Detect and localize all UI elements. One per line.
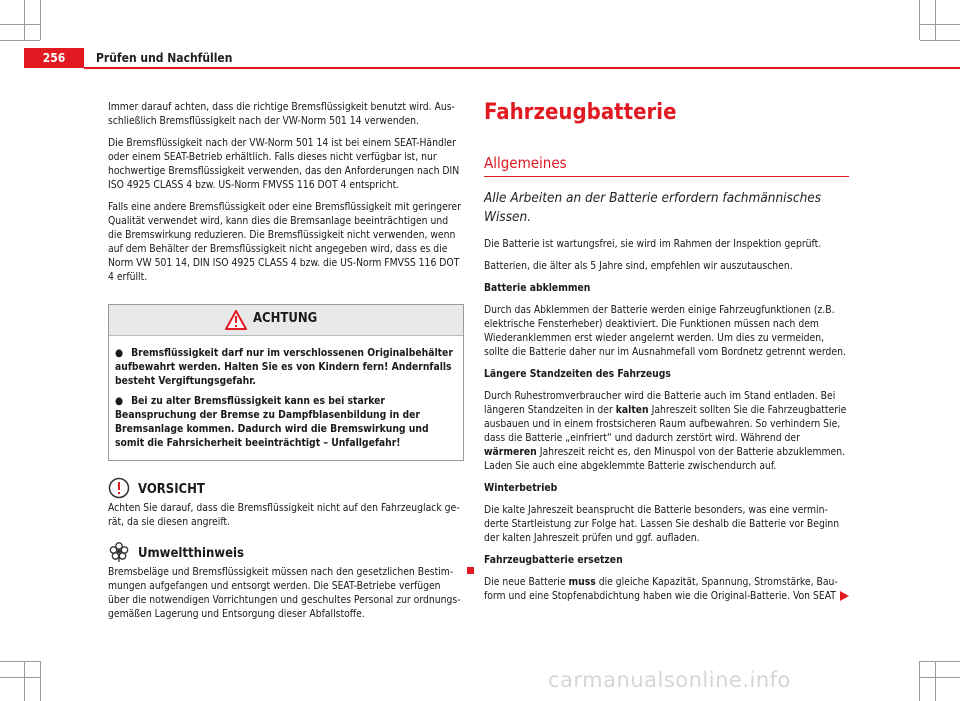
subsection-title: Allgemeines xyxy=(484,154,567,172)
warning-title: ACHTUNG xyxy=(253,311,318,326)
crop-mark xyxy=(0,40,40,41)
subsection-rule xyxy=(484,176,849,177)
warning-item xyxy=(115,346,457,388)
subheading: Winterbetrieb xyxy=(484,482,558,494)
crop-mark xyxy=(40,0,41,40)
paragraph: Falls eine andere Bremsflüssigkeit oder eine Bremsflüssigkeit mit geringerer Qualität verwendet wird, kann dies die Bremsanlage beeinträchtigen und die Bremswirkung reduzieren. Die Bremsflüssigkeit nicht verwenden, wenn auf dem Behälter der Bremsflüssigkeit nicht angegeben wird, dass es die Norm VW 501 14, DIN ISO 4925 CLASS 4 bzw. die US-Norm FMVSS 116 DOT 4 erfüllt. xyxy=(108,201,461,283)
paragraph: Die Bremsflüssigkeit nach der VW-Norm 501 14 ist bei einem SEAT-Händler oder einem SEAT-Betrieb erhältlich. Falls dieses nicht verfügbar ist, nur hochwertige Bremsflüssigkeit verwenden, das den Anforderungen nach DIN ISO 4925 CLASS 4 bzw. US-Norm FMVSS 116 DOT 4 entspricht. xyxy=(108,137,460,191)
environment-text: Bremsbeläge und Bremsflüssigkeit müssen nach den gesetzlichen Bestimmungen aufgefangen und entsorgt werden. Die SEAT-Betriebe verfügen über die notwendigen Vorrichtungen und geschultes Personal zur ordnungsgemäßen Lagerung und Entsorgung dieser Abfallstoffe. xyxy=(108,566,461,620)
lead-text: Alle Arbeiten an der Batterie erfordern fachmännisches Wissen. xyxy=(484,190,822,225)
caution-title: VORSICHT xyxy=(138,482,205,497)
subheading: Längere Standzeiten des Fahrzeugs xyxy=(484,368,671,380)
bold-run: kalten xyxy=(615,404,649,416)
paragraph: Batterien, die älter als 5 Jahre sind, empfehlen wir auszutauschen. xyxy=(484,260,793,272)
text-run: Jahreszeit sollten Sie die Fahrzeugbatterie ausbauen und in einem frostsicheren Raum aufbewahren. So verhindern Sie, dass die Batterie „einfriert“ und dadurch zerstört wird. Während der xyxy=(484,404,847,444)
crop-mark xyxy=(24,0,25,40)
crop-mark xyxy=(919,661,920,701)
bold-run: wärmeren xyxy=(484,446,537,458)
paragraph: Durch das Abklemmen der Batterie werden einige Fahrzeugfunktionen (z.B. elektrische Fensterheber) deaktiviert. Die Funktionen müssen nach dem Wiederanklemmen erst wieder angelernt werden. Um dies zu vermeiden, sollte die Batterie daher nur im Ausnahmefall vom Bordnetz getrennt werden. xyxy=(484,304,846,358)
crop-mark xyxy=(935,661,936,701)
warning-box xyxy=(108,304,464,461)
page-header-title: Prüfen und Nachfüllen xyxy=(96,51,233,65)
crop-mark xyxy=(0,677,40,678)
subheading: Batterie abklemmen xyxy=(484,282,591,294)
bullet: ● xyxy=(115,347,124,359)
crop-mark xyxy=(919,0,920,40)
paragraph xyxy=(484,389,849,473)
continue-arrow-icon xyxy=(840,591,849,601)
header-rule xyxy=(84,67,960,69)
crop-mark xyxy=(920,40,960,41)
paragraph: Immer darauf achten, dass die richtige Bremsflüssigkeit benutzt wird. Ausschließlich Bremsflüssigkeit nach der VW-Norm 501 14 verwenden. xyxy=(108,101,455,127)
crop-mark xyxy=(24,661,25,701)
warning-item-text: Bei zu alter Bremsflüssigkeit kann es bei starker Beanspruchung der Bremse zu Dampfblasenbildung in der Bremsanlage kommen. Dadurch wird die Bremswirkung und somit die Fahrsicherheit beeinträchtigt – Unfallgefahr! xyxy=(115,395,429,449)
warning-triangle-icon xyxy=(225,310,247,330)
section-title: Fahrzeugbatterie xyxy=(484,100,677,125)
paragraph: Die Batterie ist wartungsfrei, sie wird im Rahmen der Inspektion geprüft. xyxy=(484,238,822,250)
page-number: 256 xyxy=(24,48,84,68)
section-end-mark xyxy=(467,567,474,574)
caution-icon xyxy=(108,477,130,499)
warning-item xyxy=(115,394,457,450)
text-run: Jahreszeit reicht es, den Minuspol von der Batterie abzuklemmen. Laden Sie auch eine abgeklemmte Batterie zwischendurch auf. xyxy=(484,446,846,472)
paragraph: Die kalte Jahreszeit beansprucht die Batterie besonders, was eine verminderte Startleistung zur Folge hat. Lassen Sie deshalb die Batterie vor Beginn der kalten Jahreszeit prüfen und ggf. aufladen. xyxy=(484,504,840,544)
warning-body xyxy=(109,336,463,460)
right-column xyxy=(484,100,849,611)
crop-mark xyxy=(920,677,960,678)
crop-mark xyxy=(920,661,960,662)
caution-header xyxy=(108,479,464,501)
caution-text: Achten Sie darauf, dass die Bremsflüssigkeit nicht auf den Fahrzeuglack gerät, da sie diesen angreift. xyxy=(108,502,460,528)
bullet: ● xyxy=(115,395,124,407)
crop-mark xyxy=(935,0,936,40)
bold-run: muss xyxy=(568,576,596,588)
warning-header xyxy=(109,305,463,336)
crop-mark xyxy=(0,24,40,25)
environment-title: Umweltthinweis xyxy=(138,546,244,561)
crop-mark xyxy=(0,661,40,662)
text-run: die gleiche Kapazität, Spannung, Stromstärke, Bauform und eine Stopfenabdichtung haben wie die Original-Batterie. Von SEAT xyxy=(484,576,838,602)
text-run: Die neue Batterie xyxy=(484,576,569,588)
environment-icon xyxy=(108,541,130,563)
paragraph xyxy=(484,575,849,603)
text-run: Durch Ruhestromverbraucher wird die Batterie auch im Stand entladen. Bei längeren Standzeiten in der xyxy=(484,390,836,416)
subheading: Fahrzeugbatterie ersetzen xyxy=(484,554,623,566)
watermark: carmanualsonline.info xyxy=(548,668,791,692)
left-column xyxy=(108,100,464,629)
crop-mark xyxy=(40,661,41,701)
crop-mark xyxy=(920,24,960,25)
environment-header xyxy=(108,543,464,565)
warning-item-text: Bremsflüssigkeit darf nur im verschlossenen Originalbehälter aufbewahrt werden. Halten Sie es von Kindern fern! Andernfalls besteht Vergiftungsgefahr. xyxy=(115,347,453,387)
